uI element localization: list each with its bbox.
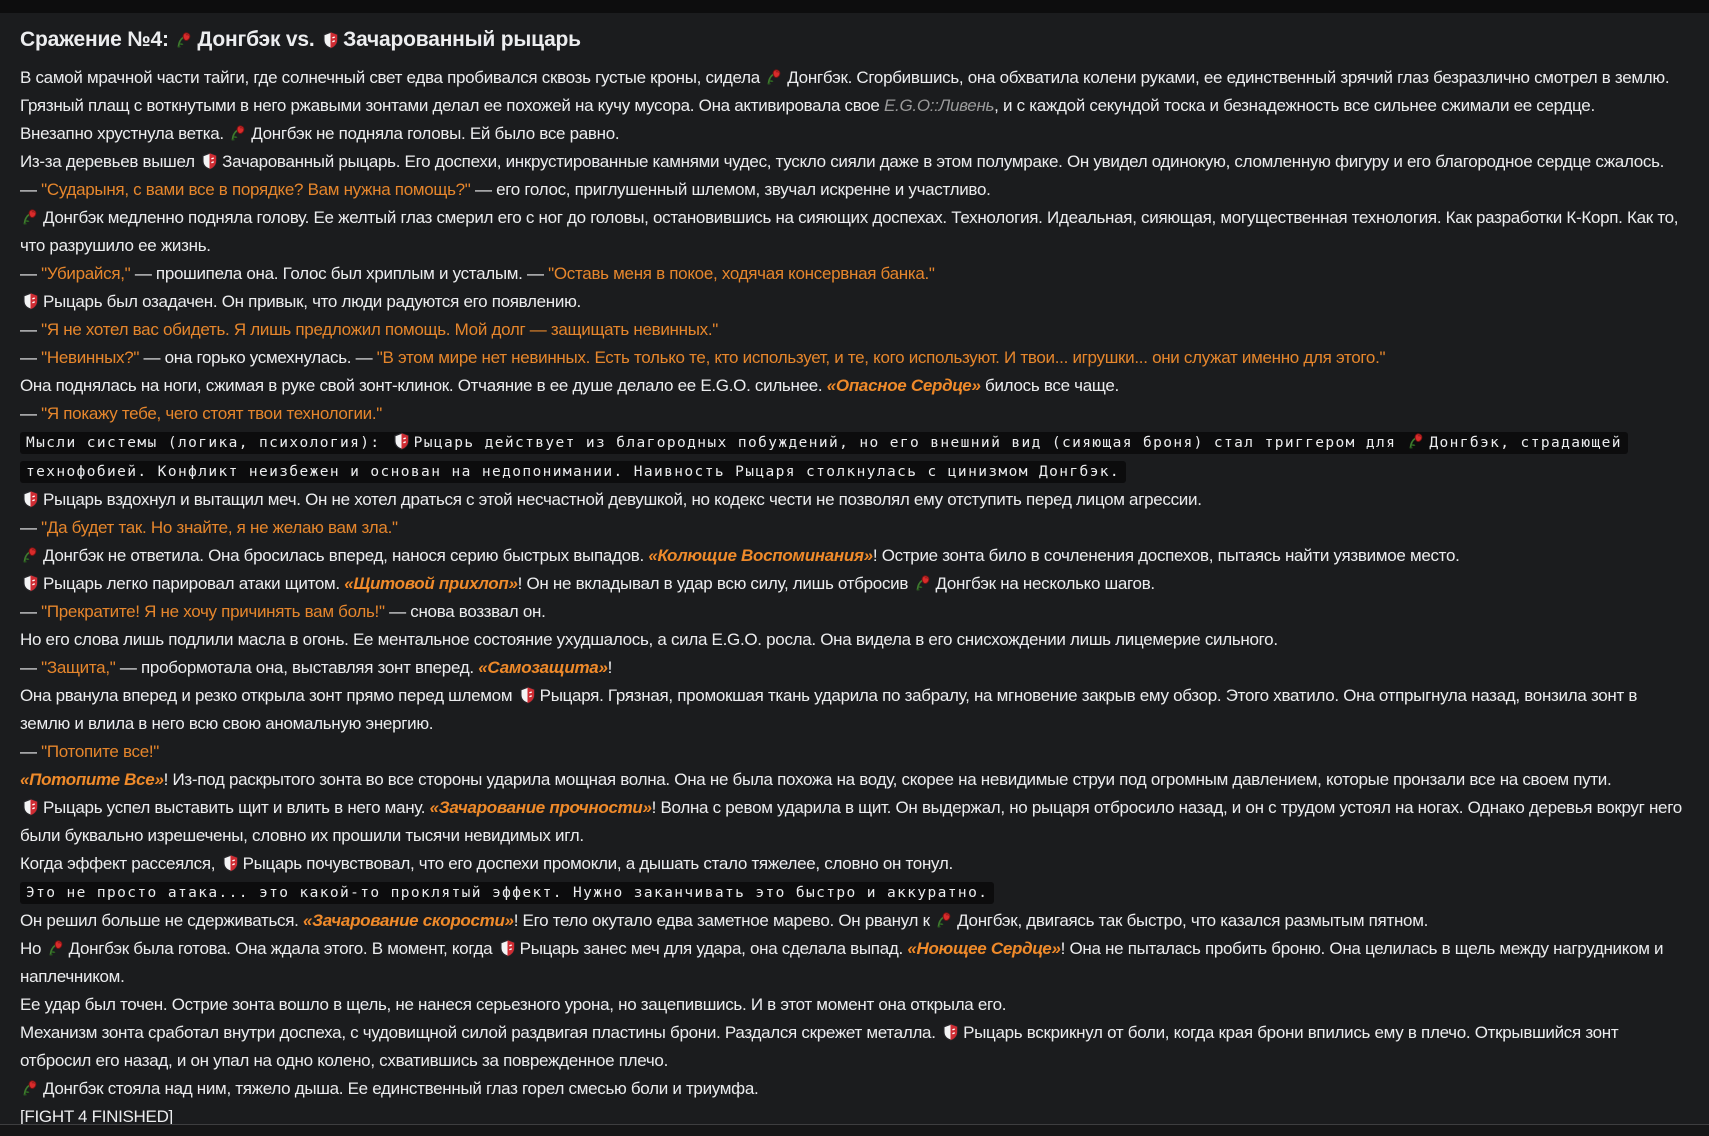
ability-name: «Колющие Воспоминания» [648, 546, 873, 565]
story-paragraph [20, 542, 1689, 570]
wilted-rose-icon [229, 124, 248, 143]
narrative-text: Рыцарь действует из благородных побуждений, но его внешний вид (сияющая броня) стал триггером для [413, 435, 1407, 451]
story-content [20, 64, 1689, 1124]
narrative-text: Донгбэк, двигаясь так быстро, что казался размытым пятном. [957, 911, 1429, 930]
narrative-text: — его голос, приглушенный шлемом, звучал искренне и участливо. [470, 180, 991, 199]
narrative-text: Донгбэк не подняла головы. Ей было все равно. [251, 124, 620, 143]
ability-name: «Зачарование прочности» [429, 798, 652, 817]
narrative-text: Зачарованный рыцарь. Его доспехи, инкрустированные камнями чудес, тускло сияли даже в этом полумраке. Он увидел одинокую, сломленную фигуру и его благородное сердце сжалось. [222, 152, 1665, 171]
story-paragraph [20, 260, 1689, 288]
dialogue-quote: "Убирайся," [41, 264, 131, 283]
story-paragraph [20, 204, 1689, 260]
narrative-text: — она горько усмехнулась. — [139, 348, 377, 367]
wilted-rose-icon [21, 1079, 40, 1098]
dialogue-quote: "В этом мире нет невинных. Есть только те, кто использует, и те, кого используют. И твои... игрушки... они служат именно для этого." [376, 348, 1386, 367]
narrative-text: — [20, 264, 42, 283]
story-paragraph [20, 316, 1689, 344]
narrative-text: Внезапно хрустнула ветка. [20, 124, 229, 143]
ability-name: «Опасное Сердце» [826, 376, 981, 395]
story-paragraph [20, 907, 1689, 935]
ability-name: «Щитовой прихлоп» [344, 574, 518, 593]
narrative-text: — прошипела она. Голос был хриплым и усталым. — [130, 264, 549, 283]
wilted-rose-icon [175, 31, 194, 50]
shield-icon [221, 854, 240, 873]
ego-name: E.G.O::Ливень [884, 96, 995, 115]
narrative-text: Донгбэк была готова. Она ждала этого. В момент, когда [68, 939, 497, 958]
story-paragraph [20, 1075, 1689, 1103]
dialogue-quote: "Я не хотел вас обидеть. Я лишь предложил помощь. Мой долг — защищать невинных." [41, 320, 719, 339]
system-thoughts-block [20, 878, 1689, 907]
dialogue-quote: "Защита," [41, 658, 116, 677]
narrative-text: Ее удар был точен. Острие зонта вошло в щель, не нанеся серьезного урона, но зацепившись. И в этот момент она открыла его. [20, 995, 1007, 1014]
narrative-text: билось все чаще. [980, 376, 1119, 395]
chat-message-body [0, 13, 1709, 1124]
narrative-text: Рыцарь почувствовал, что его доспехи промокли, а дышать стало тяжелее, словно он тонул. [242, 854, 953, 873]
story-paragraph [20, 148, 1689, 176]
dialogue-quote: "Я покажу тебе, чего стоят твои технологии." [41, 404, 383, 423]
narrative-text: — [20, 348, 42, 367]
top-edge-strip [0, 0, 1709, 13]
narrative-text: Донгбэк не ответила. Она бросилась вперед, нанося серию быстрых выпадов. [43, 546, 649, 565]
ability-name: «Зачарование скорости» [303, 911, 514, 930]
wilted-rose-icon [1407, 432, 1426, 451]
story-paragraph [20, 372, 1689, 400]
narrative-text: ! Она не пыталась пробить броню. Она целилась в щель между нагрудником и наплечником. [20, 939, 1664, 986]
shield-icon [200, 152, 219, 171]
narrative-text: Донгбэк на несколько шагов. [935, 574, 1155, 593]
narrative-text: ! Волна с ревом ударила в щит. Он выдержал, но рыцаря отбросило назад, и он с трудом устоял на ногах. Однако деревья вокруг него были буквально изрешечены, словно их прошили тысячи невидимых игл. [20, 798, 1682, 845]
wilted-rose-icon [914, 574, 933, 593]
narrative-text: — [20, 180, 42, 199]
shield-icon [21, 574, 40, 593]
narrative-text: Донгбэк стояла над ним, тяжело дыша. Ее единственный глаз горел смесью боли и триумфа. [43, 1079, 759, 1098]
narrative-text: — [20, 602, 42, 621]
narrative-text: ! Его тело окутало едва заметное марево. Он рванул к [513, 911, 935, 930]
shield-icon [21, 292, 40, 311]
story-paragraph [20, 991, 1689, 1019]
wilted-rose-icon [21, 546, 40, 565]
narrative-text: Донгбэк медленно подняла голову. Ее желтый глаз смерил его с ног до головы, остановившись на сияющих доспехах. Технология. Идеальная, сияющая, могущественная технология. Как разработки К-Корп. Как то, что разрушило ее жизнь. [20, 208, 1679, 255]
story-paragraph [20, 176, 1689, 204]
story-paragraph [20, 598, 1689, 626]
ability-name: «Самозащита» [478, 658, 608, 677]
shield-icon [21, 798, 40, 817]
dialogue-quote: "Сударыня, с вами все в порядке? Вам нужна помощь?" [41, 180, 471, 199]
narrative-text: Она рванула вперед и резко открыла зонт прямо перед шлемом [20, 686, 517, 705]
narrative-text: Рыцарь был озадачен. Он привык, что люди радуются его появлению. [43, 292, 581, 311]
narrative-text: В самой мрачной части тайги, где солнечный свет едва пробивался сквозь густые кроны, сидела [20, 68, 765, 87]
narrative-text: — [20, 320, 42, 339]
narrative-text: Рыцарь успел выставить щит и влить в него ману. [43, 798, 430, 817]
shield-icon [498, 939, 517, 958]
narrative-text: [FIGHT 4 FINISHED] [20, 1107, 173, 1124]
narrative-text: Механизм зонта сработал внутри доспеха, с чудовищной силой раздвигая пластины брони. Раздался скрежет металла. [20, 1023, 941, 1042]
dialogue-quote: "Прекратите! Я не хочу причинять вам боль!" [41, 602, 385, 621]
narrative-text: ! Острие зонта било в сочленения доспехов, пытаясь найти уязвимое место. [872, 546, 1460, 565]
narrative-text: — [20, 658, 42, 677]
narrative-text: ! Он не вкладывал в удар всю силу, лишь отбросив [517, 574, 913, 593]
narrative-text: Она поднялась на ноги, сжимая в руке свой зонт-клинок. Отчаяние в ее душе делало ее E.G.O. сильнее. [20, 376, 827, 395]
story-paragraph [20, 682, 1689, 738]
inline-code-span [20, 432, 1628, 483]
narrative-text: Рыцаря. Грязная, промокшая ткань ударила по забралу, на мгновение закрыв ему обзор. Этого хватило. Она отпрыгнула назад, вонзила зонт в землю и влила в него всю свою аномальную энергию. [20, 686, 1638, 733]
narrative-text: Рыцарь занес меч для удара, она сделала выпад. [519, 939, 908, 958]
narrative-text: Рыцарь вскрикнул от боли, когда края брони впились ему в плечо. Открывшийся зонт отбросил его назад, и он упал на одно колено, схватившись за поврежденное плечо. [20, 1023, 1619, 1070]
story-paragraph [20, 120, 1689, 148]
narrative-text: Это не просто атака... это какой-то проклятый эффект. Нужно заканчивать это быстро и аккуратно. [26, 885, 989, 901]
story-paragraph [20, 344, 1689, 372]
narrative-text: — [20, 518, 42, 537]
story-paragraph [20, 738, 1689, 766]
shield-icon [321, 31, 340, 50]
story-paragraph [20, 400, 1689, 428]
narrative-text: — [20, 404, 42, 423]
story-paragraph [20, 1019, 1689, 1075]
narrative-text: , и с каждой секундой тоска и безнадежность все сильнее сжимали ее сердце. [994, 96, 1595, 115]
narrative-text: — снова воззвал он. [384, 602, 546, 621]
wilted-rose-icon [935, 911, 954, 930]
bottom-edge-strip [0, 1125, 1709, 1136]
narrative-text: Но его слова лишь подлили масла в огонь. Ее ментальное состояние ухудшалось, а сила E.G.O. росла. Она видела в его снисхождении лишь лицемерие сильного. [20, 630, 1278, 649]
narrative-text: Рыцарь вздохнул и вытащил меч. Он не хотел драться с этой несчастной девушкой, но кодекс чести не позволял ему отступить перед лицом агрессии. [43, 490, 1202, 509]
story-paragraph [20, 794, 1689, 850]
narrative-text: ! [607, 658, 613, 677]
dialogue-quote: "Потопите все!" [41, 742, 160, 761]
story-paragraph [20, 850, 1689, 878]
shield-icon [21, 490, 40, 509]
story-paragraph [20, 486, 1689, 514]
story-paragraph [20, 514, 1689, 542]
narrative-text: Он решил больше не сдерживаться. [20, 911, 304, 930]
narrative-text: Но [20, 939, 46, 958]
story-paragraph [20, 570, 1689, 598]
narrative-text: Донгбэк. Сгорбившись, она обхватила колени руками, ее единственный зрячий глаз безразлично смотрел в землю. Грязный плащ с воткнутыми в него ржавыми зонтами делал ее похожей на кучу мусора. Она активировала свое [20, 68, 1670, 115]
narrative-text: Сражение №4: [20, 28, 175, 51]
dialogue-quote: "Оставь меня в покое, ходячая консервная банка." [548, 264, 935, 283]
story-paragraph [20, 935, 1689, 991]
shield-icon [518, 686, 537, 705]
narrative-text: Мысли системы (логика, психология): [26, 435, 391, 451]
ability-name: «Потопите Все» [20, 770, 164, 789]
narrative-text: ! Из-под раскрытого зонта во все стороны ударила мощная волна. Она не была похожа на воду, скорее на невидимые струи под огромным давлением, которые пронзали все на своем пути. [163, 770, 1612, 789]
wilted-rose-icon [47, 939, 66, 958]
ability-name: «Ноющее Сердце» [907, 939, 1061, 958]
narrative-text: Когда эффект рассеялся, [20, 854, 220, 873]
dialogue-quote: "Да будет так. Но знайте, я не желаю вам зла." [41, 518, 398, 537]
story-paragraph [20, 1103, 1689, 1124]
story-paragraph [20, 626, 1689, 654]
story-paragraph [20, 654, 1689, 682]
inline-code-span [20, 882, 994, 904]
narrative-text: Зачарованный рыцарь [343, 28, 581, 51]
narrative-text: — [20, 742, 42, 761]
narrative-text: Из-за деревьев вышел [20, 152, 200, 171]
narrative-text: Донгбэк vs. [197, 28, 321, 51]
shield-icon [941, 1023, 960, 1042]
wilted-rose-icon [21, 208, 40, 227]
story-paragraph [20, 766, 1689, 794]
narrative-text: Донгбэк, страдающей технофобией. Конфликт неизбежен и основан на недопонимании. Наивность Рыцаря столкнулась с цинизмом Донгбэк. [26, 435, 1622, 480]
story-paragraph [20, 64, 1689, 120]
narrative-text: Рыцарь легко парировал атаки щитом. [43, 574, 345, 593]
page-title [20, 25, 1689, 55]
narrative-text: — пробормотала она, выставляя зонт вперед. [115, 658, 479, 677]
wilted-rose-icon [765, 68, 784, 87]
story-paragraph [20, 288, 1689, 316]
system-thoughts-block [20, 428, 1689, 486]
shield-icon [392, 432, 411, 451]
dialogue-quote: "Невинных?" [41, 348, 140, 367]
